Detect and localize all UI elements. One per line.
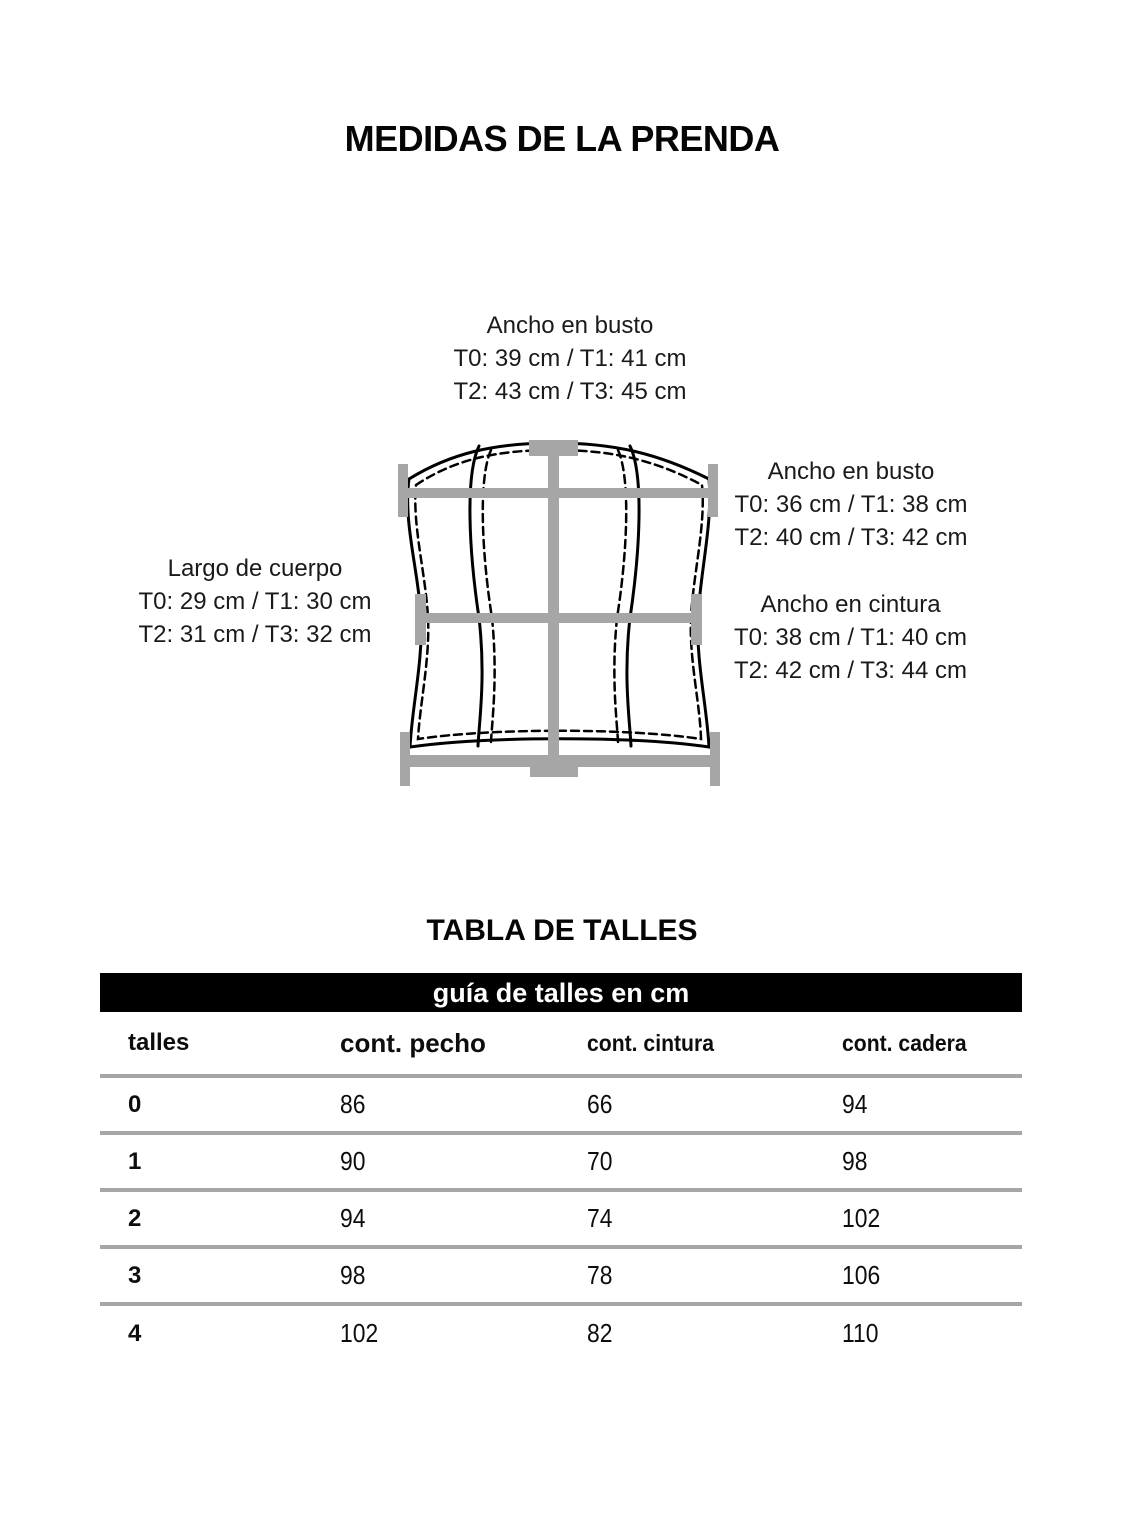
cell-value: 94	[842, 1089, 868, 1119]
annotation-sizes-line: T2: 43 cm / T3: 45 cm	[453, 378, 687, 405]
annotation-sizes-line: T0: 29 cm / T1: 30 cm	[138, 588, 372, 615]
column-header-label: cont. cadera	[842, 1029, 967, 1056]
measure-cap-hem-right	[710, 732, 720, 786]
table-row	[100, 1133, 1022, 1190]
annotation-bust-front	[440, 309, 700, 408]
cell-pecho	[312, 1304, 559, 1361]
cell-cintura	[559, 1076, 814, 1133]
cell-cintura	[559, 1133, 814, 1190]
measure-cap-bottom	[530, 767, 578, 777]
cell-cadera	[814, 1076, 1022, 1133]
cell-cadera	[814, 1247, 1022, 1304]
annotation-sizes-line: T0: 36 cm / T1: 38 cm	[734, 491, 968, 518]
annotation-sizes-line: T0: 38 cm / T1: 40 cm	[734, 624, 967, 651]
measure-bars	[398, 440, 720, 786]
annotation-label: Largo de cuerpo	[167, 555, 343, 582]
size-table-heading: TABLA DE TALLES	[426, 914, 698, 947]
table-row	[100, 1076, 1022, 1133]
cell-value: 98	[842, 1146, 868, 1176]
cell-value: 94	[340, 1203, 366, 1233]
garment-diagram	[395, 433, 725, 793]
cell-value: 98	[340, 1260, 366, 1290]
annotation-sizes-line: T0: 39 cm / T1: 41 cm	[453, 345, 687, 372]
annotation-bust-back	[726, 455, 976, 554]
size-table-grid	[100, 1012, 1022, 1361]
size-table	[100, 973, 1022, 1361]
cell-pecho	[312, 1076, 559, 1133]
cell-value: 70	[587, 1146, 613, 1176]
annotation-body-length	[128, 552, 382, 651]
cell-value: 110	[842, 1318, 879, 1348]
column-header-pecho: cont. pecho	[340, 1027, 486, 1058]
cell-value: 74	[587, 1203, 613, 1233]
cell-talle: 1	[128, 1147, 142, 1175]
cell-value: 78	[587, 1260, 613, 1290]
measure-cap-waist-right	[691, 594, 702, 645]
measure-line-hem	[401, 755, 719, 767]
column-header-talles: talles	[128, 1029, 190, 1056]
cell-pecho	[312, 1133, 559, 1190]
cell-value: 102	[842, 1203, 881, 1233]
cell-cadera	[814, 1133, 1022, 1190]
cell-value: 86	[340, 1089, 366, 1119]
table-header-row	[100, 1012, 1022, 1076]
page-title: MEDIDAS DE LA PRENDA	[344, 118, 780, 159]
annotation-label: Ancho en busto	[767, 458, 935, 485]
annotation-sizes-line: T2: 42 cm / T3: 44 cm	[734, 657, 967, 684]
cell-cintura	[559, 1190, 814, 1247]
cell-value: 102	[340, 1318, 379, 1348]
cell-talle: 4	[128, 1319, 142, 1347]
table-row	[100, 1190, 1022, 1247]
annotation-waist	[723, 588, 978, 687]
column-header-cadera	[814, 1012, 1022, 1076]
annotation-label: Ancho en cintura	[760, 591, 941, 618]
measure-cap-bust-left	[398, 464, 408, 517]
measure-cap-bust-right	[708, 464, 718, 517]
cell-cintura	[559, 1304, 814, 1361]
column-header-cintura	[559, 1012, 814, 1076]
measure-cap-hem-left	[400, 732, 410, 786]
cell-talle: 0	[128, 1090, 142, 1118]
cell-value: 66	[587, 1089, 613, 1119]
annotation-sizes-line: T2: 40 cm / T3: 42 cm	[734, 524, 968, 551]
measure-line-bust	[401, 488, 717, 498]
column-header-label: cont. cintura	[587, 1029, 714, 1056]
table-row	[100, 1304, 1022, 1361]
cell-talle: 3	[128, 1261, 142, 1289]
table-row	[100, 1247, 1022, 1304]
annotation-sizes-line: T2: 31 cm / T3: 32 cm	[138, 621, 372, 648]
cell-value: 82	[587, 1318, 613, 1348]
cell-cintura	[559, 1247, 814, 1304]
cell-talle: 2	[128, 1204, 142, 1232]
measure-cap-waist-left	[415, 594, 426, 645]
cell-cadera	[814, 1190, 1022, 1247]
cell-cadera	[814, 1304, 1022, 1361]
cell-value: 106	[842, 1260, 881, 1290]
measure-cap-top	[529, 440, 578, 456]
annotation-label: Ancho en busto	[486, 312, 654, 339]
measure-line-waist	[416, 613, 702, 623]
cell-pecho	[312, 1247, 559, 1304]
cell-pecho	[312, 1190, 559, 1247]
cell-value: 90	[340, 1146, 366, 1176]
size-table-band: guía de talles en cm	[100, 973, 1022, 1012]
